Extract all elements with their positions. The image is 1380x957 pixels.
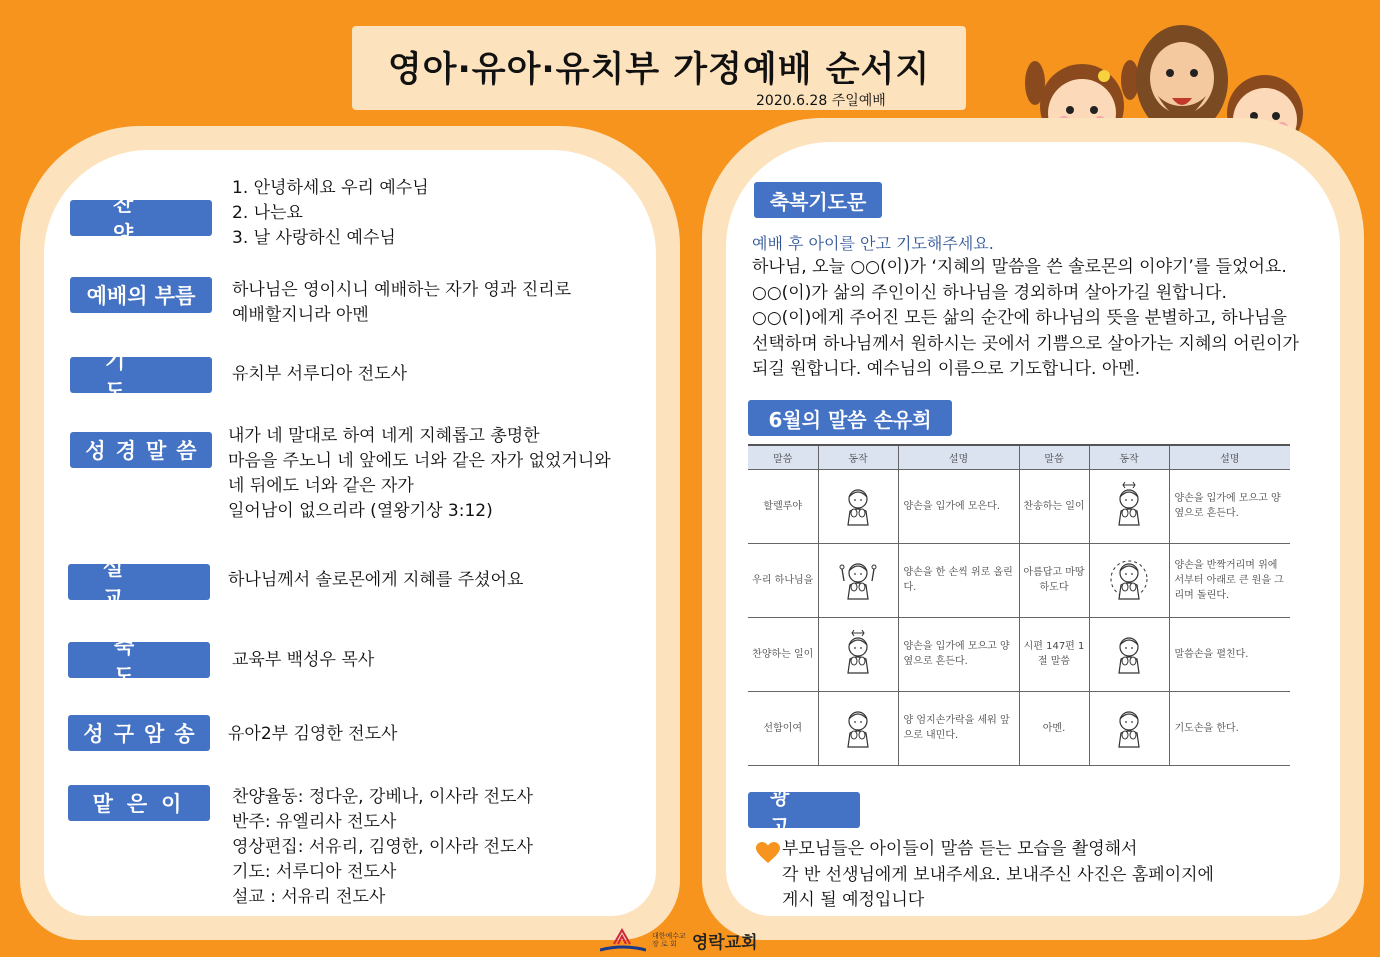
description-cell: 양손을 입가에 모으고 양옆으로 흔든다.: [898, 617, 1019, 691]
description-cell: 양 엄지손가락을 세워 앞으로 내민다.: [898, 691, 1019, 765]
thumbs-out-icon: [818, 691, 898, 765]
blessing-text: [752, 255, 1299, 383]
blessing-line: 하나님, 오늘 ○○(이)가 ‘지혜의 말씀을 쓴 솔로몬의 이야기’를 들었어요.: [752, 257, 1287, 277]
call-to-worship-label-text: 예배의 부름: [86, 284, 196, 308]
scripture-line: 내가 네 말대로 하여 네게 지혜롭고 총명한: [228, 426, 540, 446]
heart-icon: [756, 842, 780, 864]
gesture-row: [748, 469, 1290, 543]
blessing-line: ○○(이)에게 주어진 모든 삶의 순간에 하나님의 뜻을 분별하고, 하나님을: [752, 308, 1287, 328]
announcement-text: [782, 837, 1214, 914]
prayer-content: [232, 362, 407, 387]
sermon-content: [228, 568, 523, 593]
call-to-worship-content: [232, 278, 571, 328]
scripture-line: 일어남이 없으리라 (열왕기상 3:12): [228, 501, 493, 521]
sermon-label-text: 설 교: [102, 556, 176, 610]
staff-line: 반주: 유엘리사 전도사: [232, 812, 397, 832]
staff-line: 찬양율동: 정다운, 강베나, 이사라 전도사: [232, 787, 533, 807]
announcement-line: 게시 될 예정입니다: [782, 890, 925, 910]
scripture-content: [228, 424, 611, 524]
word-cell: 우리 하나님을: [748, 543, 818, 617]
sermon-line: 하나님께서 솔로몬에게 지혜를 주셨어요: [228, 570, 524, 590]
church-logo: [600, 926, 758, 954]
circle-hands-icon: [1089, 543, 1169, 617]
blessing-line: 되길 원합니다. 예수님의 이름으로 기도합니다. 아멘.: [752, 359, 1141, 379]
header-description: 설명: [1169, 445, 1290, 469]
word-cell: 아멘.: [1019, 691, 1089, 765]
praise-line: 3. 날 사랑하신 예수님: [232, 228, 396, 248]
scripture-line: 네 뒤에도 너와 같은 자가: [228, 476, 414, 496]
memory-verse-line: 유아2부 김영한 전도사: [228, 724, 398, 744]
header-action: 동작: [818, 445, 898, 469]
gesture-row: [748, 543, 1290, 617]
praying-hands-icon: [1089, 691, 1169, 765]
staff-line: 기도: 서루디아 전도사: [232, 862, 397, 882]
benediction-content: [232, 648, 374, 673]
gesture-row: [748, 691, 1290, 765]
open-hands-icon: [1089, 617, 1169, 691]
church-name: 영락교회: [691, 932, 758, 953]
praise-label-text: 찬 양: [112, 192, 170, 246]
praise-content: [232, 176, 429, 251]
announcement-line: 부모님들은 아이들이 말씀 듣는 모습을 촬영해서: [782, 839, 1138, 859]
description-cell: 양손을 반짝거리며 위에서부터 아래로 큰 원을 그리며 돌린다.: [1169, 543, 1290, 617]
prayer-line: 유치부 서루디아 전도사: [232, 364, 408, 384]
announcement-title: 광 고: [748, 792, 860, 828]
benediction-label-text: 축 도: [113, 634, 165, 688]
benediction-label: [68, 634, 210, 688]
scripture-label: [70, 432, 212, 468]
call-to-worship-label: [70, 277, 212, 313]
denomination-text: [652, 932, 686, 948]
announcement-line: 각 반 선생님에게 보내주세요. 보내주신 사진은 홈페이지에: [782, 864, 1214, 885]
word-cell: 할렐루야: [748, 469, 818, 543]
word-cell: 아름답고 마땅하도다: [1019, 543, 1089, 617]
memory-verse-label: [68, 715, 210, 751]
blessing-note: 예배 후 아이를 안고 기도해주세요.: [752, 234, 994, 253]
praise-line: 2. 나는요: [232, 203, 303, 223]
scripture-label-text: 성경말씀: [85, 439, 207, 463]
praise-line: 1. 안녕하세요 우리 예수님: [232, 178, 429, 198]
worship-date: 2020.6.28 주일예배: [756, 93, 886, 109]
blessing-line: 선택하며 하나님께서 원하시는 곳에서 기쁨으로 살아가는 지혜의 어린이가: [752, 333, 1299, 354]
prayer-label: [70, 349, 212, 403]
staff-label: [68, 785, 210, 821]
memory-verse-label-text: 성구암송: [83, 722, 205, 746]
word-cell: 시편 147편 1절 말씀: [1019, 617, 1089, 691]
blessing-line: ○○(이)가 삶의 주인이신 하나님을 경외하며 살아가길 원합니다.: [752, 282, 1227, 303]
word-cell: 선함이여: [748, 691, 818, 765]
call-line: 하나님은 영이시니 예배하는 자가 영과 진리로: [232, 280, 572, 300]
word-cell: 찬양하는 일이: [748, 617, 818, 691]
header-action: 동작: [1089, 445, 1169, 469]
scripture-line: 마음을 주노니 네 앞에도 너와 같은 자가 없었거니와: [228, 451, 611, 471]
word-cell: 찬송하는 일이: [1019, 469, 1089, 543]
description-cell: 양손을 입가에 모은다.: [898, 469, 1019, 543]
description-cell: 기도손을 한다.: [1169, 691, 1290, 765]
staff-label-text: 맡은이: [92, 792, 196, 816]
gesture-title: 6월의 말씀 손유희: [748, 400, 952, 436]
hands-up-icon: [818, 543, 898, 617]
title-box: [352, 26, 966, 110]
church-emblem-icon: [600, 926, 646, 954]
denomination-line: 대한예수교: [652, 932, 686, 940]
gesture-row: [748, 617, 1290, 691]
gesture-header-row: [748, 445, 1290, 469]
staff-line: 영상편집: 서유리, 김영한, 이사라 전도사: [232, 837, 533, 857]
memory-verse-content: [228, 722, 397, 747]
blessing-title: 축복기도문: [754, 182, 882, 218]
description-cell: 말씀손을 펼친다.: [1169, 617, 1290, 691]
sermon-label: [68, 556, 210, 610]
call-line: 예배할지니라 아멘: [232, 305, 369, 325]
hands-to-mouth-icon: [818, 469, 898, 543]
praise-label: [70, 192, 212, 246]
shake-hands-mouth-icon: [1089, 469, 1169, 543]
description-cell: 양손을 입가에 모으고 양옆으로 흔든다.: [1169, 469, 1290, 543]
header-word: 말씀: [748, 445, 818, 469]
page-title: 영아·유아·유치부 가정예배 순서지: [387, 50, 931, 90]
denomination-line: 장 로 회: [652, 940, 677, 948]
header-description: 설명: [898, 445, 1019, 469]
header-word: 말씀: [1019, 445, 1089, 469]
description-cell: 양손을 한 손씩 위로 올린다.: [898, 543, 1019, 617]
shake-hands-mouth-icon: [818, 617, 898, 691]
staff-content: [232, 785, 533, 910]
staff-line: 설교 : 서유리 전도사: [232, 887, 386, 907]
prayer-label-text: 기 도: [104, 349, 178, 403]
gesture-table: [748, 444, 1290, 766]
benediction-line: 교육부 백성우 목사: [232, 650, 375, 670]
